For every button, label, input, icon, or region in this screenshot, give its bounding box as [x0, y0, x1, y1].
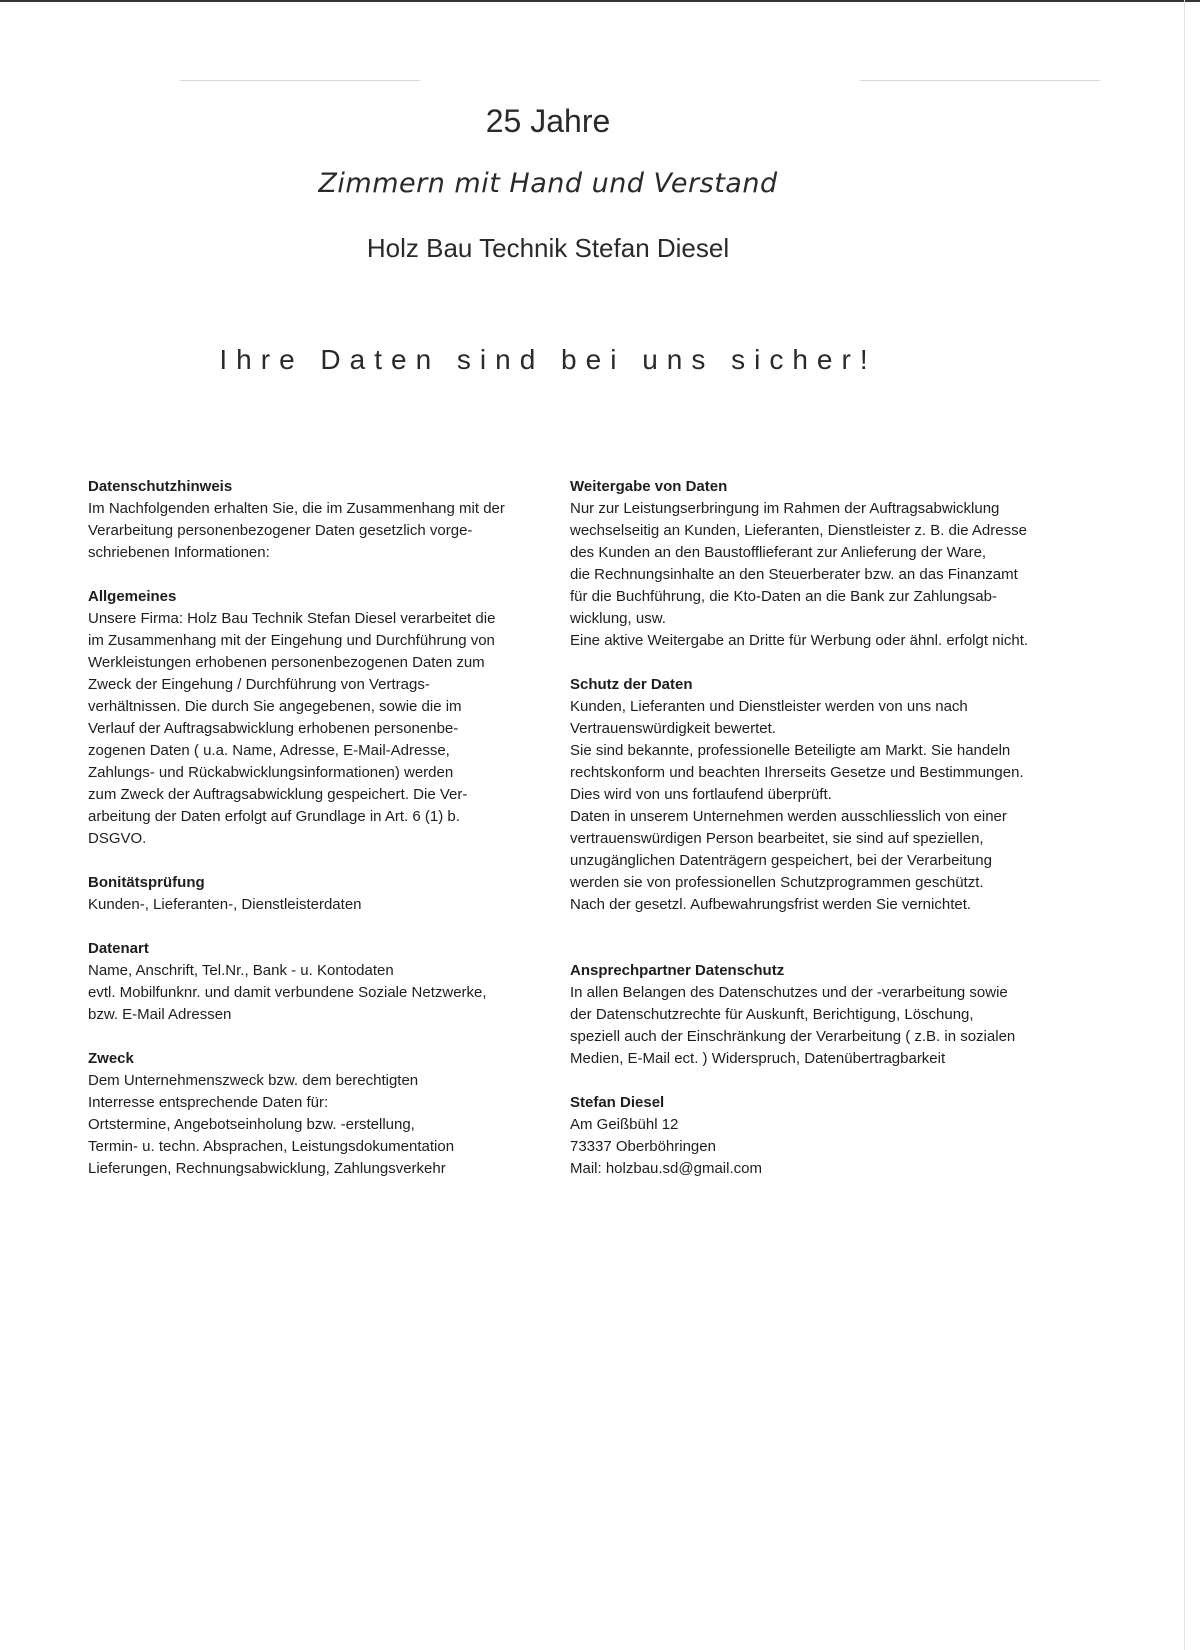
section-text-line: des Kunden an den Baustofflieferant zur Anlieferung der Ware, [570, 544, 987, 561]
section-title: Weitergabe von Daten [570, 478, 728, 495]
section-text-line: Zahlungs- und Rückabwicklungsinformationen) werden [88, 764, 454, 781]
section-text-line: die Rechnungsinhalte an den Steuerberater bzw. an das Finanzamt [570, 566, 1018, 583]
company-slogan: Zimmern mit Hand und Verstand [318, 168, 778, 199]
section-spacer [570, 1070, 1060, 1092]
section [88, 476, 528, 564]
section [88, 1048, 528, 1180]
section-title: Schutz der Daten [570, 676, 693, 693]
section-text-line: Vertrauenswürdigkeit bewertet. [570, 720, 776, 737]
section-title: Allgemeines [88, 588, 177, 605]
section-text-line: Name, Anschrift, Tel.Nr., Bank - u. Kontodaten [88, 962, 394, 979]
anniversary-title: 25 Jahre [485, 103, 611, 139]
section-text-line: Zweck der Eingehung / Durchführung von Vertrags- [88, 676, 430, 693]
section-text-line: Ortstermine, Angebotseinholung bzw. -erstellung, [88, 1116, 415, 1133]
section-text-line: arbeitung der Daten erfolgt auf Grundlage in Art. 6 (1) b. [88, 808, 460, 825]
section-spacer [88, 1026, 528, 1048]
section-text-line: Verarbeitung personenbezogener Daten gesetzlich vorge- [88, 522, 473, 539]
section-text-line: DSGVO. [88, 830, 147, 847]
right-column [570, 476, 1060, 1180]
section-text-line: Nur zur Leistungserbringung im Rahmen der Auftragsabwicklung [570, 500, 1000, 517]
section-title: Datenschutzhinweis [88, 478, 233, 495]
section-text-line: der Datenschutzrechte für Auskunft, Berichtigung, Löschung, [570, 1006, 974, 1023]
section-text-line: Lieferungen, Rechnungsabwicklung, Zahlungsverkehr [88, 1160, 446, 1177]
section-title: Bonitätsprüfung [88, 874, 205, 891]
section-spacer [88, 850, 528, 872]
section-spacer [570, 652, 1060, 674]
section-text-line: Kunden, Lieferanten und Dienstleister werden von uns nach [570, 698, 968, 715]
section [570, 1092, 1060, 1180]
section-text-line: Termin- u. techn. Absprachen, Leistungsdokumentation [88, 1138, 455, 1155]
section-title: Stefan Diesel [570, 1094, 665, 1111]
section-text-line: bzw. E-Mail Adressen [88, 1006, 232, 1023]
company-name: Holz Bau Technik Stefan Diesel [366, 233, 730, 263]
section-text-line: Dies wird von uns fortlaufend überprüft. [570, 786, 832, 803]
privacy-tagline: Ihre Daten sind bei uns sicher! [219, 344, 877, 375]
section-text-line: Interresse entsprechende Daten für: [88, 1094, 329, 1111]
scan-artifact-line [860, 80, 1100, 81]
section-text-line: im Zusammenhang mit der Eingehung und Durchführung von [88, 632, 495, 649]
section-text-line: 73337 Oberböhringen [570, 1138, 716, 1155]
section-text-line: zogenen Daten ( u.a. Name, Adresse, E-Mail-Adresse, [88, 742, 450, 759]
section-title: Datenart [88, 940, 149, 957]
section [570, 476, 1060, 652]
section [570, 960, 1060, 1070]
section-text-line: zum Zweck der Auftragsabwicklung gespeichert. Die Ver- [88, 786, 468, 803]
section-text-line: Unsere Firma: Holz Bau Technik Stefan Diesel verarbeitet die [88, 610, 496, 627]
top-border-line [0, 0, 1200, 2]
section-text-line: vertrauenswürdigen Person bearbeitet, sie sind auf speziellen, [570, 830, 984, 847]
section-spacer [88, 564, 528, 586]
section-text-line: Daten in unserem Unternehmen werden ausschliesslich von einer [570, 808, 1007, 825]
section-text-line: Sie sind bekannte, professionelle Beteiligte am Markt. Sie handeln [570, 742, 1011, 759]
section-spacer [88, 916, 528, 938]
section-text-line: speziell auch der Einschränkung der Verarbeitung ( z.B. in sozialen [570, 1028, 1016, 1045]
section-text-line: Kunden-, Lieferanten-, Dienstleisterdaten [88, 896, 362, 913]
section-text-line: Medien, E-Mail ect. ) Widerspruch, Datenübertragbarkeit [570, 1050, 946, 1067]
section-text-line: wicklung, usw. [570, 610, 666, 627]
section-title: Ansprechpartner Datenschutz [570, 962, 785, 979]
section-text-line: Nach der gesetzl. Aufbewahrungsfrist werden Sie vernichtet. [570, 896, 972, 913]
scan-artifact-line [180, 80, 420, 81]
section-title: Zweck [88, 1050, 134, 1067]
section [88, 938, 528, 1026]
left-column [88, 476, 528, 1180]
section-text-line: evtl. Mobilfunknr. und damit verbundene Soziale Netzwerke, [88, 984, 487, 1001]
section [570, 674, 1060, 916]
section-text-line: In allen Belangen des Datenschutzes und der -verarbeitung sowie [570, 984, 1008, 1001]
section-text-line: Verlauf der Auftragsabwicklung erhobenen personenbe- [88, 720, 459, 737]
section-text-line: schriebenen Informationen: [88, 544, 270, 561]
section-text-line: Dem Unternehmenszweck bzw. dem berechtigten [88, 1072, 419, 1089]
section-text-line: Eine aktive Weitergabe an Dritte für Werbung oder ähnl. erfolgt nicht. [570, 632, 1029, 649]
section-text-line: für die Buchführung, die Kto-Daten an die Bank zur Zahlungsab- [570, 588, 997, 605]
section-text-line: werden sie von professionellen Schutzprogrammen geschützt. [570, 874, 984, 891]
section-text-line: rechtskonform und beachten Ihrerseits Gesetze und Bestimmungen. [570, 764, 1024, 781]
section-text-line: wechselseitig an Kunden, Lieferanten, Dienstleister z. B. die Adresse [570, 522, 1027, 539]
section-text-line[interactable]: Mail: holzbau.sd@gmail.com [570, 1160, 762, 1177]
section-text-line: Werkleistungen erhobenen personenbezogenen Daten zum [88, 654, 485, 671]
right-border-line [1184, 0, 1185, 1650]
section [88, 586, 528, 850]
section-text-line: Im Nachfolgenden erhalten Sie, die im Zusammenhang mit der [88, 500, 505, 517]
section-spacer [570, 916, 1060, 960]
section-text-line: Am Geißbühl 12 [570, 1116, 679, 1133]
section-text-line: verhältnissen. Die durch Sie angegebenen, sowie die im [88, 698, 462, 715]
section [88, 872, 528, 916]
section-text-line: unzugänglichen Datenträgern gespeichert, bei der Verarbeitung [570, 852, 992, 869]
